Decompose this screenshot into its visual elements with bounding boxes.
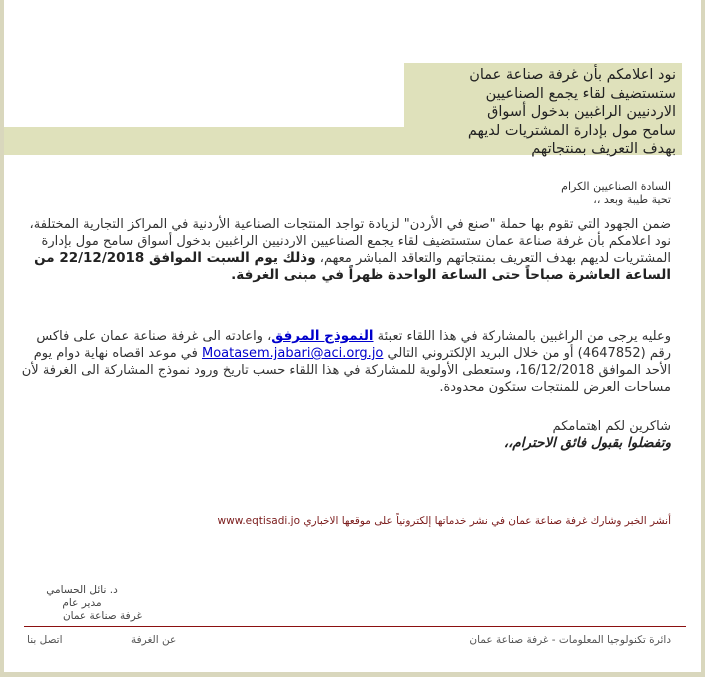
signatory-title: مدير عام [62,597,102,609]
about-chamber-link[interactable]: عن الغرفة [131,634,177,646]
closing [271,419,671,451]
addressee: السادة الصناعيين الكرام [561,180,671,193]
intro-highlight-box [404,63,682,155]
highlight-strip [4,127,414,155]
email-link[interactable]: Moatasem.jabari@aci.org.jo [201,346,384,361]
event-date-text: وذلك يوم السبت الموافق 22/12/2018 من الساعة العاشرة صباحاً حتى الساعة الواحدة ظهراً في مبنى الغرفة. [34,250,671,283]
intro-line: ستستضيف لقاء يجمع الصناعيين [485,85,676,102]
footer-divider [24,626,686,627]
announcement-text: ضمن الجهود التي تقوم بها حملة "صنع في الأردن" لزيادة تواجد المنتجات الصناعية الأردنية في المراكز التجارية المختلفة، نود اعلامكم بأن غرفة صناعة عمان ستستضيف لقاء يجمع الصناعيين الاردنيين الراغبين بدخول أسواق سامح مول بإدارة المشتريات لديهم بهدف التعريف بمنتجاتهم والتعاقد المباشر معهم، [29,217,671,266]
share-note: أنشر الخبر وشارك غرفة صناعة عمان في نشر خدماتها إلكترونياً على موقعها الاخباري www.eqtisadi.jo [217,515,671,527]
registration-text-deadline: في موعد اقصاه نهاية دوام يوم الأحد الموافق 16/12/2018، وستعطى الأولوية للمشاركة في هذا اللقاء حسب تاريخ ورود نموذج المشاركة الى الغرفة لأن مساحات العرض للمنتجات ستكون محدودة. [21,346,671,395]
contact-us-link[interactable]: اتصل بنا [27,634,63,646]
intro-line: سامح مول بإدارة المشتريات لديهم [467,122,676,139]
announcement-paragraph [16,216,671,284]
signatory-organization: غرفة صناعة عمان [62,610,142,622]
intro-line: بهدف التعريف بمنتجاتهم [531,141,676,157]
attached-form-link[interactable]: النموذج المرفق [271,328,374,344]
footer-department: دائرة تكنولوجيا المعلومات - غرفة صناعة عمان [469,634,671,646]
intro-line: نود اعلامكم بأن غرفة صناعة عمان [469,67,676,83]
email-page [4,0,701,672]
intro-line: الاردنيين الراغبين بدخول أسواق [487,104,676,120]
regards-text: وتفضلوا بقبول فائق الاحترام،، [503,435,671,451]
registration-text-fax: ، واعادته الى غرفة صناعة عمان على فاكس رقم (4647852) أو من خلال البريد الإلكتروني التالي [36,329,671,361]
salutation: تحية طيبة وبعد ،، [593,193,671,206]
signature-block [22,584,142,623]
registration-paragraph [16,328,671,396]
signatory-name: د. نائل الحسامي [46,584,118,596]
registration-text: وعليه يرجى من الراغبين بالمشاركة في هذا اللقاء تعبئة [373,329,671,344]
thanks-text: شاكرين لكم اهتمامكم [552,419,671,434]
greeting [271,180,671,206]
